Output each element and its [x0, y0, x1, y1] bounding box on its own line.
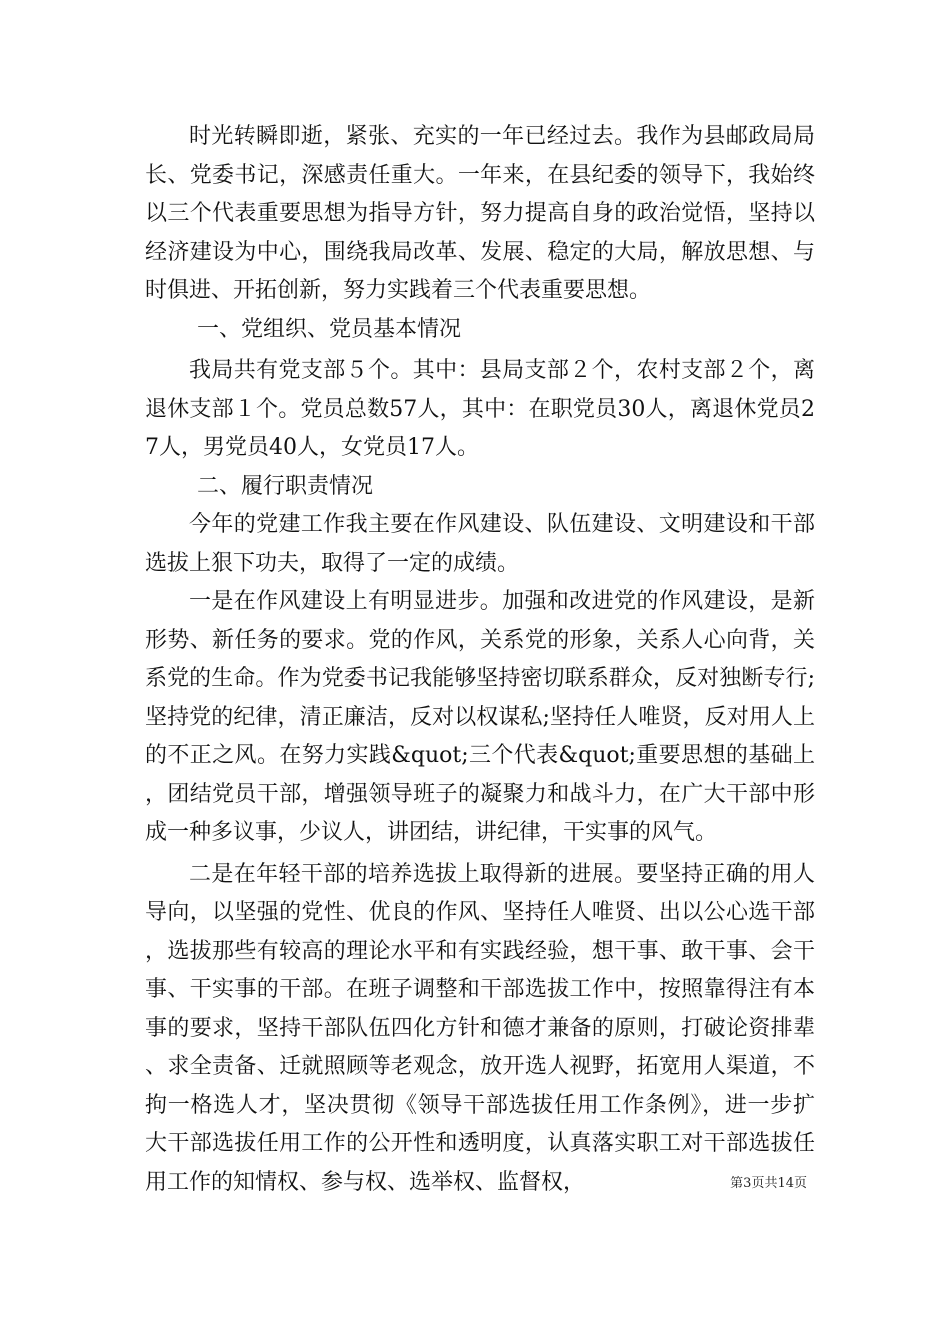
- page-number-footer: [730, 1175, 807, 1193]
- section-heading-duties: 二、履行职责情况: [197, 473, 374, 499]
- party-stats-paragraph: 我局共有党支部５个。其中：县局支部２个，农村支部２个，离退休支部１个。党员总数57人，其中：在职党员30人，离退休党员27人，男党员40人，女党员17人。: [145, 358, 815, 460]
- page-number-label: 第3页共14页: [730, 1176, 807, 1191]
- section-heading-party-organization: 一、党组织、党员基本情况: [197, 316, 462, 342]
- document-body: [145, 118, 815, 1202]
- intro-paragraph: 时光转瞬即逝，紧张、充实的一年已经过去。我作为县邮政局局长、党委书记，深感责任重大。一年来，在县纪委的领导下，我始终以三个代表重要思想为指导方针，努力提高自身的政治觉悟，坚持以经济建设为中心，围绕我局改革、发展、稳定的大局，解放思想、与时俱进、开拓创新，努力实践着三个代表重要思想。: [145, 124, 815, 303]
- duties-summary-paragraph: 今年的党建工作我主要在作风建设、队伍建设、文明建设和干部选拔上狠下功夫，取得了一定的成绩。: [145, 512, 815, 576]
- cadre-selection-paragraph: 二是在年轻干部的培养选拔上取得新的进展。要坚持正确的用人导向，以坚强的党性、优良的作风、坚持任人唯贤、出以公心选干部，选拔那些有较高的理论水平和有实践经验，想干事、敢干事、会干事、干实事的干部。在班子调整和干部选拔工作中，按照靠得注有本事的要求，坚持干部队伍四化方针和德才兼备的原则，打破论资排辈、求全责备、迁就照顾等老观念，放开选人视野，拓宽用人渠道，不拘一格选人才，坚决贯彻《领导干部选拔任用工作条例》，进一步扩大干部选拔任用工作的公开性和透明度，认真落实职工对干部选拔任用工作的知情权、参与权、选举权、监督权，: [145, 861, 815, 1195]
- work-style-paragraph: 一是在作风建设上有明显进步。加强和改进党的作风建设，是新形势、新任务的要求。党的作风，关系党的形象，关系人心向背，关系党的生命。作为党委书记我能够坚持密切联系群众，反对独断专行;坚持党的纪律，清正廉洁，反对以权谋私;坚持任人唯贤，反对用人上的不正之风。在努力实践&quot;三个代表&quot;重要思想的基础上，团结党员干部，增强领导班子的凝聚力和战斗力，在广大干部中形成一种多议事，少议人，讲团结，讲纪律，干实事的风气。: [145, 589, 815, 845]
